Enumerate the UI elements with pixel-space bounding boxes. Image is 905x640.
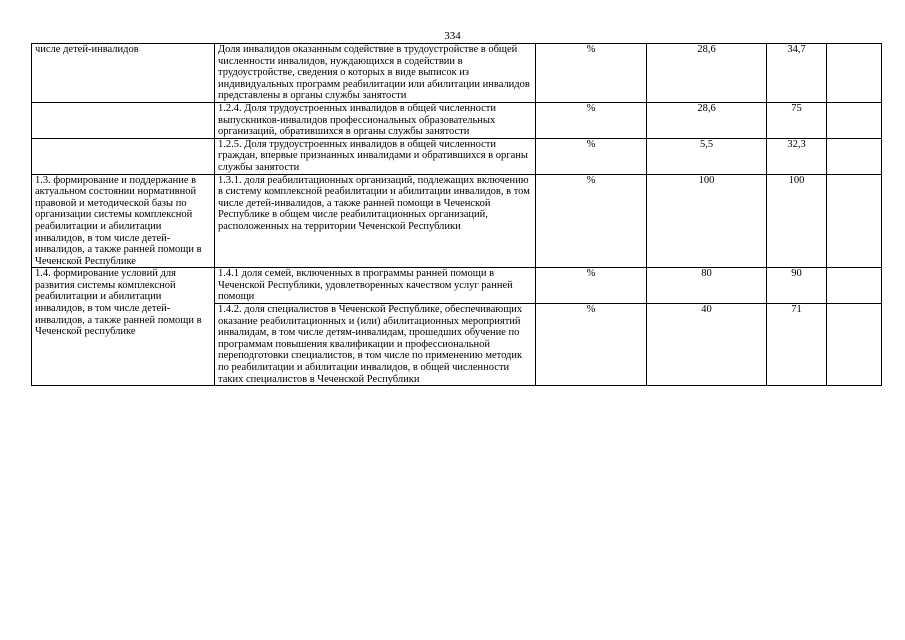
- empty-cell: [827, 174, 882, 268]
- indicator-cell: 1.2.4. Доля трудоустроенных инвалидов в общей численности выпускников-инвалидов профессиональных образовательных организаций, обратившихся в органы службы занятости: [215, 102, 536, 138]
- table-row: [32, 174, 882, 268]
- unit-cell: %: [536, 268, 647, 304]
- unit-cell: %: [536, 304, 647, 386]
- table-row: [32, 102, 882, 138]
- page-number: 334: [444, 30, 461, 42]
- base-value-cell: 80: [647, 268, 767, 304]
- task-cell: числе детей-инвалидов: [32, 44, 215, 103]
- indicator-cell: 1.2.5. Доля трудоустроенных инвалидов в общей численности граждан, впервые признанных инвалидами и обратившихся в органы службы занятости: [215, 138, 536, 174]
- target-value-cell: 90: [767, 268, 827, 304]
- target-value-cell: 75: [767, 102, 827, 138]
- task-cell: [32, 102, 215, 138]
- empty-cell: [827, 304, 882, 386]
- indicator-cell: 1.3.1. доля реабилитационных организаций, подлежащих включению в систему комплексной реабилитации и абилитации инвалидов, в том числе детей-инвалидов, а также ранней помощи в Чеченской Республике в общем числе реабилитационных организаций, расположенных на территории Чеченской Республики: [215, 174, 536, 268]
- unit-cell: %: [536, 44, 647, 103]
- base-value-cell: 28,6: [647, 44, 767, 103]
- unit-cell: %: [536, 102, 647, 138]
- task-cell: [32, 138, 215, 174]
- target-value-cell: 32,3: [767, 138, 827, 174]
- empty-cell: [827, 138, 882, 174]
- target-value-cell: 71: [767, 304, 827, 386]
- empty-cell: [827, 102, 882, 138]
- table-row: [32, 268, 882, 304]
- empty-cell: [827, 268, 882, 304]
- indicators-table: [31, 43, 882, 386]
- base-value-cell: 5,5: [647, 138, 767, 174]
- base-value-cell: 28,6: [647, 102, 767, 138]
- target-value-cell: 34,7: [767, 44, 827, 103]
- indicator-cell: Доля инвалидов оказанным содействие в трудоустройстве в общей численности инвалидов, нуждающихся в содействии в трудоустройстве, сведения о которых в виде выписок из индивидуальных программ реабилитации или абилитации инвалидов представлены в органы службы занятости: [215, 44, 536, 103]
- unit-cell: %: [536, 174, 647, 268]
- table-row: [32, 138, 882, 174]
- unit-cell: %: [536, 138, 647, 174]
- target-value-cell: 100: [767, 174, 827, 268]
- task-cell: 1.3. формирование и поддержание в актуальном состоянии нормативной правовой и методической базы по организации системы комплексной реабилитации и абилитации инвалидов, в том числе детей-инвалидов, а также ранней помощи в Чеченской Республике: [32, 174, 215, 268]
- empty-cell: [827, 44, 882, 103]
- base-value-cell: 100: [647, 174, 767, 268]
- indicator-cell: 1.4.1 доля семей, включенных в программы ранней помощи в Чеченской Республики, удовлетворенных качеством услуг ранней помощи: [215, 268, 536, 304]
- task-cell: 1.4. формирование условий для развития системы комплексной реабилитации и абилитации инвалидов, в том числе детей-инвалидов, а также ранней помощи в Чеченской республике: [32, 268, 215, 386]
- indicator-cell: 1.4.2. доля специалистов в Чеченской Республике, обеспечивающих оказание реабилитационных и (или) абилитационных мероприятий инвалидам, в том числе детям-инвалидам, прошедших обучение по программам повышения квалификации и профессиональной переподготовки специалистов, в том числе по применению методик по реабилитации и абилитации инвалидов, в общей численности таких специалистов в Чеченской Республики: [215, 304, 536, 386]
- table-row: [32, 44, 882, 103]
- base-value-cell: 40: [647, 304, 767, 386]
